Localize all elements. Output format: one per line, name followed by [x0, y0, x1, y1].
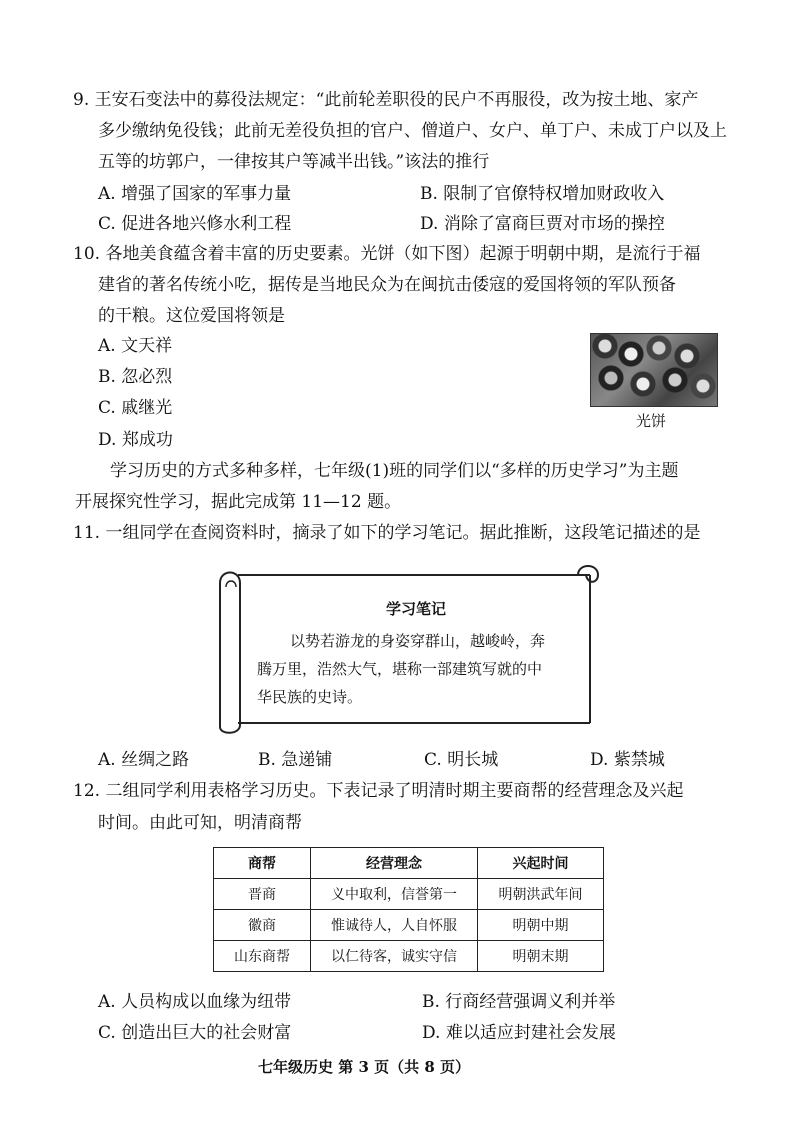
intro-line-1: 学习历史的方式多种多样，七年级(1)班的同学们以“多样的历史学习”为主题 — [110, 461, 679, 481]
note-line-3: 华民族的史诗。 — [257, 688, 363, 706]
q10-option-c: C. 戚继光 — [98, 398, 173, 418]
q9-stem-line-2: 多少缴纳免役钱；此前无差役负担的官户、僧道户、女户、单丁户、未成丁户以及上 — [98, 121, 727, 141]
note-title: 学习笔记 — [386, 600, 447, 618]
table-cell: 明朝末期 — [478, 941, 604, 972]
table-cell: 徽商 — [214, 910, 311, 941]
note-line-2: 腾万里，浩然大气，堪称一部建筑写就的中 — [257, 660, 543, 678]
table-cell: 义中取利，信誉第一 — [311, 879, 478, 910]
table-cell: 以仁待客，诚实守信 — [311, 941, 478, 972]
q9-option-a: A. 增强了国家的军事力量 — [98, 184, 292, 204]
guangbing-caption: 光饼 — [636, 412, 667, 430]
q10-option-a: A. 文天祥 — [98, 336, 173, 356]
q9-option-c: C. 促进各地兴修水利工程 — [98, 214, 292, 234]
q10-stem-line-3: 的干粮。这位爱国将领是 — [98, 306, 285, 326]
table-row — [214, 941, 604, 972]
q11-option-c: C. 明长城 — [424, 750, 499, 770]
q12-stem-line-2: 时间。由此可知，明清商帮 — [98, 813, 302, 833]
note-line-1: 以势若游龙的身姿穿群山，越峻岭，奔 — [290, 632, 546, 650]
table-cell: 惟诚待人，人自怀服 — [311, 910, 478, 941]
q10-option-b: B. 忽必烈 — [98, 367, 173, 387]
merchant-table — [213, 847, 604, 972]
header-philosophy: 经营理念 — [311, 848, 478, 879]
q12-option-c: C. 创造出巨大的社会财富 — [98, 1023, 292, 1043]
guangbing-photo — [590, 333, 718, 407]
q12-option-a: A. 人员构成以血缘为纽带 — [98, 992, 292, 1012]
table-cell: 明朝中期 — [478, 910, 604, 941]
table-row — [214, 879, 604, 910]
table-cell: 山东商帮 — [214, 941, 311, 972]
intro-line-2: 开展探究性学习，据此完成第 11—12 题。 — [75, 492, 402, 512]
header-rise-time: 兴起时间 — [478, 848, 604, 879]
q12-option-b: B. 行商经营强调义利并举 — [422, 992, 616, 1012]
table-header-row — [214, 848, 604, 879]
table-cell: 晋商 — [214, 879, 311, 910]
q11-option-d: D. 紫禁城 — [590, 750, 665, 770]
q10-stem-line-2: 建省的著名传统小吃，据传是当地民众为在闽抗击倭寇的爱国将领的军队预备 — [98, 275, 676, 295]
table-cell: 明朝洪武年间 — [478, 879, 604, 910]
page-footer: 七年级历史 第 3 页（共 8 页） — [258, 1058, 470, 1076]
table-row — [214, 910, 604, 941]
q10-stem-line-1: 10. 各地美食蕴含着丰富的历史要素。光饼（如下图）起源于明朝中期，是流行于福 — [73, 244, 701, 264]
q10-option-d: D. 郑成功 — [98, 430, 173, 450]
q11-option-a: A. 丝绸之路 — [98, 750, 190, 770]
q9-stem-line-1: 9. 王安石变法中的募役法规定：“此前轮差职役的民户不再服役，改为按土地、家产 — [73, 90, 699, 110]
q12-option-d: D. 难以适应封建社会发展 — [422, 1023, 616, 1043]
q11-option-b: B. 急递铺 — [258, 750, 333, 770]
q12-stem-line-1: 12. 二组同学利用表格学习历史。下表记录了明清时期主要商帮的经营理念及兴起 — [73, 781, 684, 801]
header-merchant: 商帮 — [214, 848, 311, 879]
q9-option-d: D. 消除了富商巨贾对市场的操控 — [420, 214, 665, 234]
q11-stem: 11. 一组同学在查阅资料时，摘录了如下的学习笔记。据此推断，这段笔记描述的是 — [73, 523, 701, 543]
q9-option-b: B. 限制了官僚特权增加财政收入 — [420, 184, 665, 204]
q9-stem-line-3: 五等的坊郭户，一律按其户等减半出钱。”该法的推行 — [98, 152, 490, 172]
